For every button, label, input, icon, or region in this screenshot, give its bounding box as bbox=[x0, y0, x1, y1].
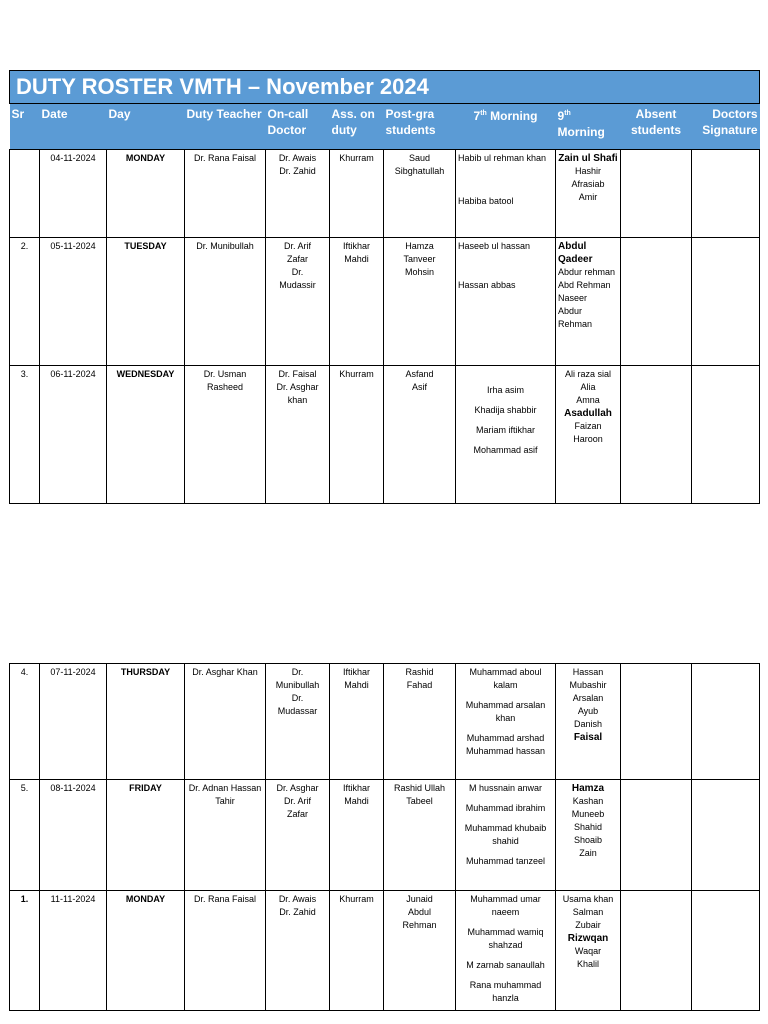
ass-cell: Iftikhar Mahdi bbox=[330, 780, 384, 891]
sr-cell: 1. bbox=[10, 891, 40, 1011]
oncall-cell: Dr. Munibullah Dr. Mudassar bbox=[266, 664, 330, 780]
roster-title: DUTY ROSTER VMTH – November 2024 bbox=[10, 71, 760, 104]
morning-9th-cell: Hamza Kashan Muneeb Shahid Shoaib Zain bbox=[556, 780, 621, 891]
day-cell: MONDAY bbox=[107, 891, 185, 1011]
absent-cell[interactable] bbox=[621, 891, 692, 1011]
morning-9th-cell: Zain ul Shafi Hashir Afrasiab Amir bbox=[556, 150, 621, 238]
header-ass-on-duty: Ass. on duty bbox=[330, 104, 384, 150]
duty-teacher-cell: Dr. Adnan Hassan Tahir bbox=[185, 780, 266, 891]
signature-cell[interactable] bbox=[692, 150, 760, 238]
sr-cell: 5. bbox=[10, 780, 40, 891]
signature-cell[interactable] bbox=[692, 238, 760, 366]
ass-cell: Iftikhar Mahdi bbox=[330, 238, 384, 366]
date-cell: 11-11-2024 bbox=[40, 891, 107, 1011]
postgrad-cell: Rashid Fahad bbox=[384, 664, 456, 780]
duty-roster-table-2 bbox=[9, 663, 760, 1011]
absent-cell[interactable] bbox=[621, 238, 692, 366]
signature-cell[interactable] bbox=[692, 664, 760, 780]
date-cell: 04-11-2024 bbox=[40, 150, 107, 238]
oncall-cell: Dr. Faisal Dr. Asghar khan bbox=[266, 366, 330, 504]
header-date: Date bbox=[40, 104, 107, 150]
signature-cell[interactable] bbox=[692, 366, 760, 504]
header-oncall-doctor: On-call Doctor bbox=[266, 104, 330, 150]
morning-9th-cell: Usama khan Salman Zubair Rizwqan Waqar Khalil bbox=[556, 891, 621, 1011]
date-cell: 07-11-2024 bbox=[40, 664, 107, 780]
header-postgrad-students: Post-gra students bbox=[384, 104, 456, 150]
duty-teacher-cell: Dr. Asghar Khan bbox=[185, 664, 266, 780]
morning-9th-cell: Hassan Mubashir Arsalan Ayub Danish Faisal bbox=[556, 664, 621, 780]
ass-cell: Khurram bbox=[330, 366, 384, 504]
postgrad-cell: Junaid Abdul Rehman bbox=[384, 891, 456, 1011]
header-absent-students: Absent students bbox=[621, 104, 692, 150]
postgrad-cell: Asfand Asif bbox=[384, 366, 456, 504]
absent-cell[interactable] bbox=[621, 366, 692, 504]
header-7th-morning: 7th Morning bbox=[456, 104, 556, 150]
ass-cell: Khurram bbox=[330, 891, 384, 1011]
ass-cell: Iftikhar Mahdi bbox=[330, 664, 384, 780]
morning-7th-cell: Habib ul rehman khan Habiba batool bbox=[456, 150, 556, 238]
day-cell: MONDAY bbox=[107, 150, 185, 238]
oncall-cell: Dr. Awais Dr. Zahid bbox=[266, 891, 330, 1011]
table-row bbox=[10, 891, 760, 1011]
postgrad-cell: Rashid Ullah Tabeel bbox=[384, 780, 456, 891]
header-doctors-signature: Doctors Signature bbox=[692, 104, 760, 150]
day-cell: FRIDAY bbox=[107, 780, 185, 891]
day-cell: WEDNESDAY bbox=[107, 366, 185, 504]
day-cell: TUESDAY bbox=[107, 238, 185, 366]
morning-7th-cell: Haseeb ul hassan Hassan abbas bbox=[456, 238, 556, 366]
sr-cell: 2. bbox=[10, 238, 40, 366]
morning-7th-cell: Irha asim Khadija shabbir Mariam iftikhar Mohammad asif bbox=[456, 366, 556, 504]
sr-cell: 3. bbox=[10, 366, 40, 504]
oncall-cell: Dr. Asghar Dr. Arif Zafar bbox=[266, 780, 330, 891]
oncall-cell: Dr. Awais Dr. Zahid bbox=[266, 150, 330, 238]
duty-teacher-cell: Dr. Usman Rasheed bbox=[185, 366, 266, 504]
header-sr: Sr bbox=[10, 104, 40, 150]
morning-7th-cell: M hussnain anwar Muhammad ibrahim Muhammad khubaib shahid Muhammad tanzeel bbox=[456, 780, 556, 891]
postgrad-cell: Hamza Tanveer Mohsin bbox=[384, 238, 456, 366]
date-cell: 05-11-2024 bbox=[40, 238, 107, 366]
sr-cell: 4. bbox=[10, 664, 40, 780]
date-cell: 06-11-2024 bbox=[40, 366, 107, 504]
signature-cell[interactable] bbox=[692, 891, 760, 1011]
morning-7th-cell: Muhammad aboul kalam Muhammad arsalan khan Muhammad arshad Muhammad hassan bbox=[456, 664, 556, 780]
oncall-cell: Dr. Arif Zafar Dr. Mudassir bbox=[266, 238, 330, 366]
table-row bbox=[10, 780, 760, 891]
duty-roster-table-1 bbox=[9, 70, 760, 504]
signature-cell[interactable] bbox=[692, 780, 760, 891]
morning-7th-cell: Muhammad umar naeem Muhammad wamiq shahzad M zarnab sanaullah Rana muhammad hanzla bbox=[456, 891, 556, 1011]
postgrad-cell: Saud Sibghatullah bbox=[384, 150, 456, 238]
header-duty-teacher: Duty Teacher bbox=[185, 104, 266, 150]
header-row bbox=[10, 104, 760, 150]
table-row bbox=[10, 238, 760, 366]
header-day: Day bbox=[107, 104, 185, 150]
duty-teacher-cell: Dr. Rana Faisal bbox=[185, 891, 266, 1011]
table-row bbox=[10, 664, 760, 780]
date-cell: 08-11-2024 bbox=[40, 780, 107, 891]
absent-cell[interactable] bbox=[621, 664, 692, 780]
day-cell: THURSDAY bbox=[107, 664, 185, 780]
morning-9th-cell: Ali raza sial Alia Amna Asadullah Faizan Haroon bbox=[556, 366, 621, 504]
duty-teacher-cell: Dr. Rana Faisal bbox=[185, 150, 266, 238]
absent-cell[interactable] bbox=[621, 780, 692, 891]
table-row bbox=[10, 366, 760, 504]
morning-9th-cell: Abdul Qadeer Abdur rehman Abd Rehman Naseer Abdur Rehman bbox=[556, 238, 621, 366]
header-9th-morning: 9th Morning bbox=[556, 104, 621, 150]
ass-cell: Khurram bbox=[330, 150, 384, 238]
duty-teacher-cell: Dr. Munibullah bbox=[185, 238, 266, 366]
absent-cell[interactable] bbox=[621, 150, 692, 238]
sr-cell bbox=[10, 150, 40, 238]
table-row bbox=[10, 150, 760, 238]
